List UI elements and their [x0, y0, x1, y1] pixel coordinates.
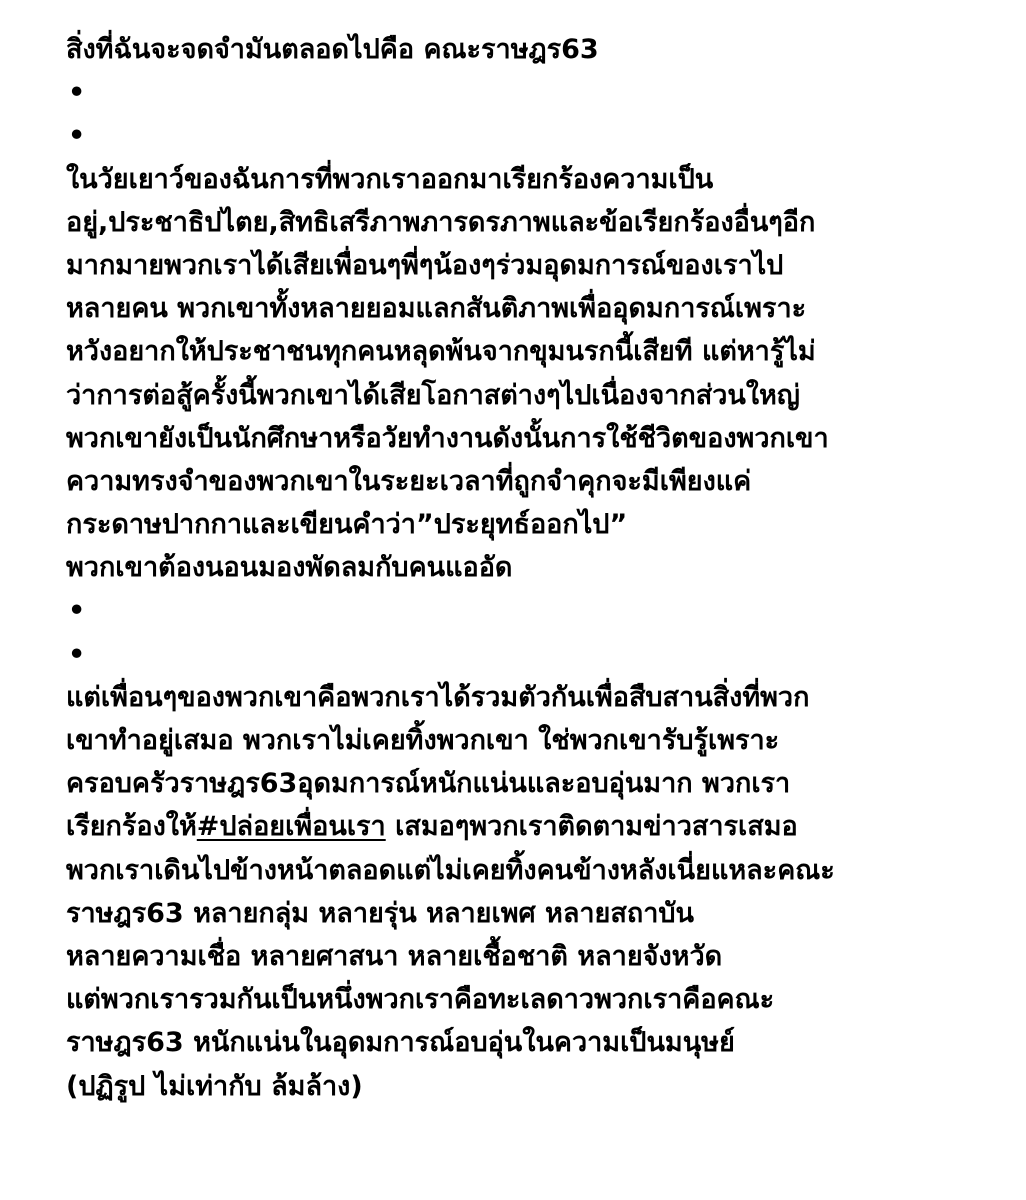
paragraph-line: ความทรงจำของพวกเขาในระยะเวลาที่ถูกจำคุกจะมีเพียงแค่	[66, 465, 752, 497]
paragraph-line: กระดาษปากกาและเขียนคำว่า”ประยุทธ์ออกไป”	[66, 509, 628, 541]
paragraph-line: หลายคน พวกเขาทั้งหลายยอมแลกสันติภาพเพื่ออุดมการณ์เพราะ	[66, 293, 807, 325]
paragraph-line: ครอบครัวราษฎร63อุดมการณ์หนักแน่นและอบอุ่นมาก พวกเรา	[66, 768, 791, 800]
hashtag-link[interactable]: #ปล่อยเพื่อนเรา	[196, 811, 386, 843]
document-body	[66, 28, 986, 1108]
paragraph-line: ราษฎร63 หลายกลุ่ม หลายรุ่น หลายเพศ หลายสถาบัน	[66, 897, 694, 929]
paragraph-line: หวังอยากให้ประชาชนทุกคนหลุดพ้นจากขุมนรกนี้เสียที แต่หารู้ไม่	[66, 336, 816, 368]
line-text: เสมอๆพวกเราติดตามข่าวสารเสมอ	[385, 811, 798, 843]
paragraph-1	[66, 158, 986, 590]
paragraph-line: เขาทำอยู่เสมอ พวกเราไม่เคยทิ้งพวกเขา ใช่พวกเขารับรู้เพราะ	[66, 725, 780, 756]
paragraph-line: แต่เพื่อนๆของพวกเขาคือพวกเราได้รวมตัวกันเพื่อสืบสานสิ่งที่พวก	[66, 681, 810, 713]
paragraph-line: ว่าการต่อสู้ครั้งนี้พวกเขาได้เสียโอกาสต่างๆไปเนื่องจากส่วนใหญ่	[66, 379, 800, 411]
paragraph-line: อยู่,ประชาธิปไตย,สิทธิเสรีภาพภารดรภาพและข้อเรียกร้องอื่นๆอีก	[66, 206, 816, 238]
paragraph-line: พวกเราเดินไปข้างหน้าตลอดแต่ไม่เคยทิ้งคนข้างหลังเนี่ยแหละคณะ	[66, 854, 835, 886]
paragraph-line: พวกเขาต้องนอนมองพัดลมกับคนแออัด	[66, 552, 513, 584]
document-heading: สิ่งที่ฉันจะจดจำมันตลอดไปคือ คณะราษฎร63	[66, 34, 599, 65]
bullet-separator: •	[68, 77, 86, 109]
line-text: เรียกร้องให้	[66, 811, 197, 843]
bullet-separator: •	[68, 638, 86, 670]
paragraph-line: พวกเขายังเป็นนักศึกษาหรือวัยทำงานดังนั้นการใช้ชีวิตของพวกเขา	[66, 422, 829, 454]
paragraph-line-hashtag	[66, 805, 986, 848]
paragraph-line: (ปฏิรูป ไม่เท่ากับ ล้มล้าง)	[66, 1070, 363, 1102]
bullet-separator: •	[68, 595, 86, 627]
paragraph-line: หลายความเชื่อ หลายศาสนา หลายเชื้อชาติ หลายจังหวัด	[66, 940, 723, 972]
paragraph-line: แต่พวกเรารวมกันเป็นหนึ่งพวกเราคือทะเลดาวพวกเราคือคณะ	[66, 984, 775, 1016]
paragraph-2	[66, 676, 986, 1108]
paragraph-line: มากมายพวกเราได้เสียเพื่อนๆพี่ๆน้องๆร่วมอุดมการณ์ของเราไป	[66, 249, 784, 281]
paragraph-line: ในวัยเยาว์ของฉันการที่พวกเราออกมาเรียกร้องความเป็น	[66, 163, 714, 195]
paragraph-line: ราษฎร63 หนักแน่นในอุดมการณ์อบอุ่นในความเป็นมนุษย์	[66, 1027, 735, 1059]
bullet-separator: •	[68, 120, 86, 152]
